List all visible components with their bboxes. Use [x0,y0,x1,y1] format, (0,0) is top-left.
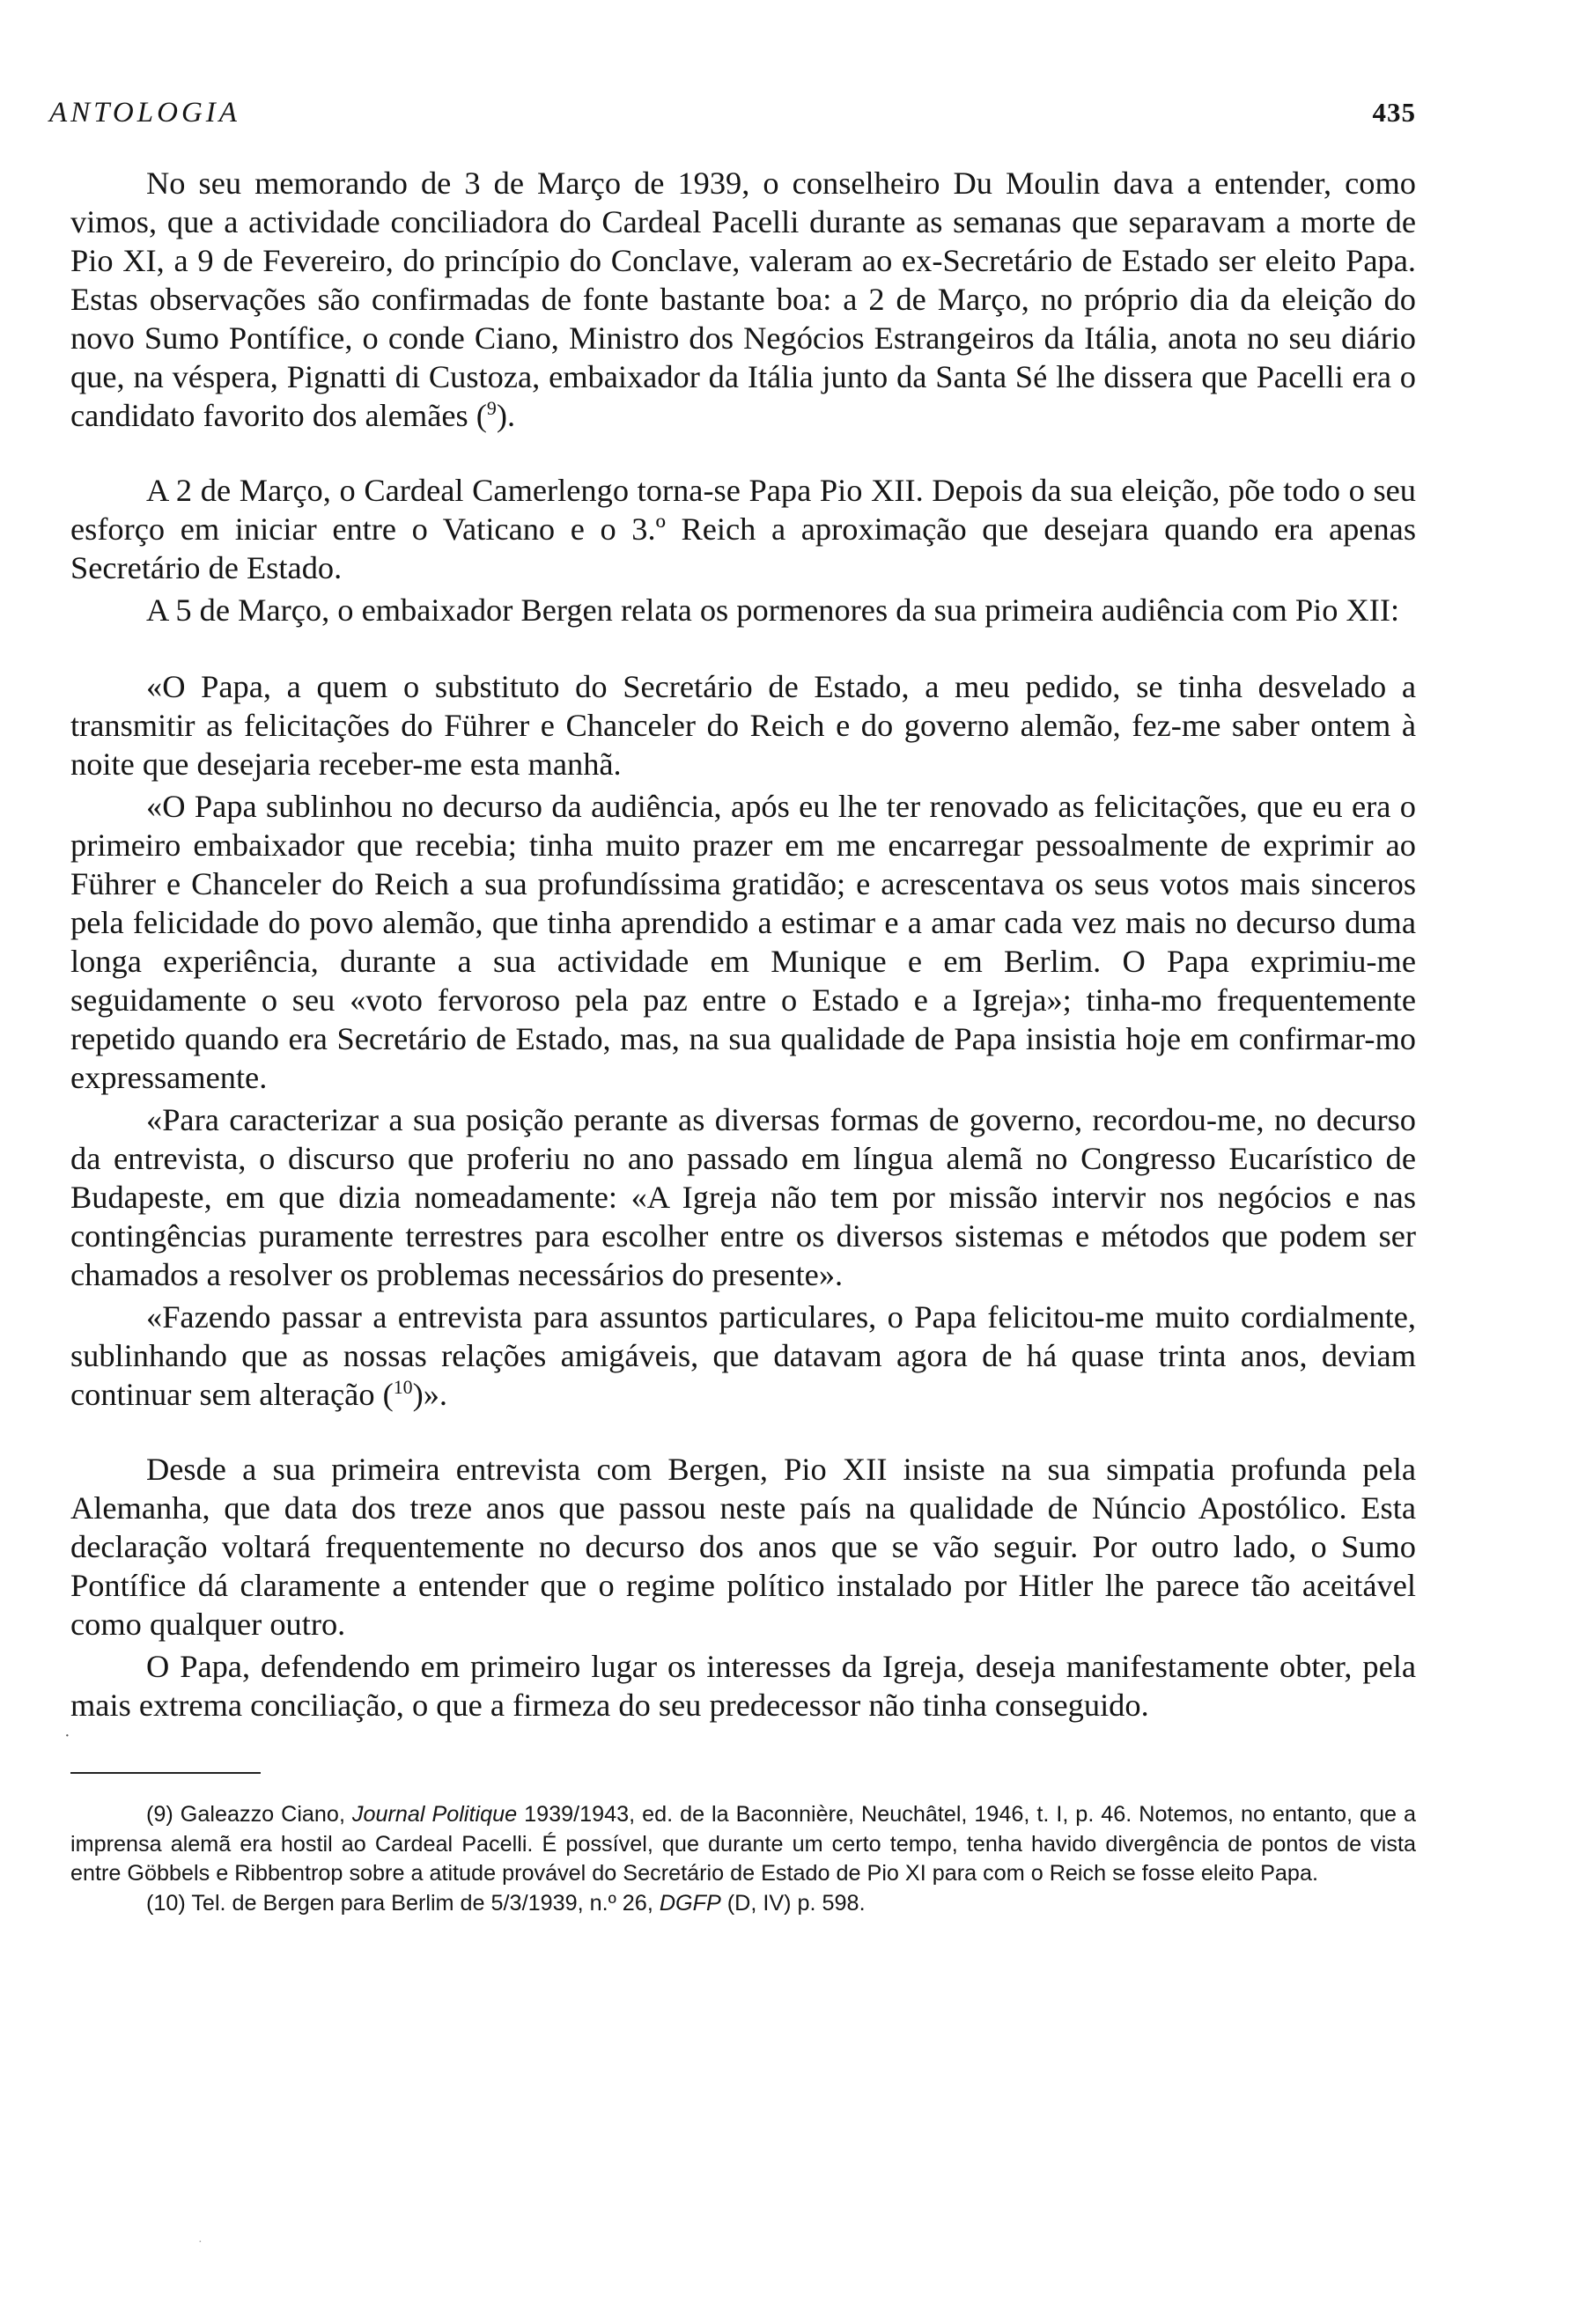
footnote-9-text-b: 1939/1943, ed. de la Baconnière, Neuchâtel, 1946, t. I, p. 46. Notemos, no entanto, que a imprensa alemã era hostil ao Cardeal Pacelli. É possível, que durante um certo tempo, tenha havido divergência de pontos de vista entre Göbbels e Ribbentrop sobre a atitude provável do Secretário de Estado de Pio XI para com o Reich se fosse eleito Papa. [70,1802,1416,1886]
footnote-ref-open: ( [476,398,487,433]
footnote-9-mark: (9) [146,1802,173,1827]
paragraph-3: A 5 de Março, o embaixador Bergen relata os pormenores da sua primeira audiência com Pio XII: [146,592,1400,628]
paragraph-1-text: No seu memorando de 3 de Março de 1939, o conselheiro Du Moulin dava a entender, como vimos, que a actividade conciliadora do Cardeal Pacelli durante as semanas que separavam a morte de Pio XI, a 9 de Fevereiro, do princípio do Conclave, valeram ao ex-Secretário de Estado ser eleito Papa. Estas observações são confirmadas de fonte bastante boa: a 2 de Março, no próprio dia da eleição do novo Sumo Pontífice, o conde Ciano, Ministro dos Negócios Estrangeiros da Itália, anota no seu diário que, na véspera, Pignatti di Custoza, embaixador da Itália junto da Santa Sé lhe dissera que Pacelli era o candidato favorito dos alemães [70,165,1416,433]
block-quote [70,667,1416,1414]
margin-mark: · [64,1726,70,1746]
paragraph-4: Desde a sua primeira entrevista com Bergen, Pio XII insiste na sua simpatia profunda pela Alemanha, que data dos treze anos que passou neste país na qualidade de Núncio Apostólico. Esta declaração voltará frequentemente no decurso dos anos que se vão seguir. Por outro lado, o Sumo Pontífice dá claramente a entender que o regime político instalado por Hitler lhe parece tão aceitável como qualquer outro. [70,1452,1416,1642]
quote-paragraph-3: «Para caracterizar a sua posição perante as diversas formas de governo, recordou-me, no decurso da entrevista, o discurso que proferiu no ano passado em língua alemã no Congresso Eucarístico de Budapeste, em que dizia nomeadamente: «A Igreja não tem por missão intervir nos negócios e nas contingências puramente terrestres para escolher entre os diversos sistemas e métodos que podem ser chamados a resolver os problemas necessários do presente». [70,1102,1416,1292]
running-title: ANTOLOGIA [49,97,240,129]
quote-paragraph-1: «O Papa, a quem o substituto do Secretário de Estado, a meu pedido, se tinha desvelado a transmitir as felicitações do Führer e Chanceler do Reich e do governo alemão, fez-me saber ontem à noite que desejaria receber-me esta manhã. [70,669,1416,782]
footnote-ref-open: ( [382,1377,394,1412]
paragraph-1 [70,164,1416,435]
footnote-ref-close: )». [412,1377,448,1412]
footnote-9-title: Journal Politique [351,1802,518,1827]
footnote-10-mark: (10) [146,1890,186,1916]
quote-paragraph-4 [70,1298,1416,1414]
scan-speck: · [198,2236,203,2249]
quote-paragraph-4-text: «Fazendo passar a entrevista para assuntos particulares, o Papa felicitou-me muito cordialmente, sublinhando que as nossas relações amigáveis, que datavam agora de há quase trinta anos, deviam continuar sem alteração [70,1299,1416,1412]
footnote-ref-10[interactable]: 10 [393,1376,413,1398]
footnote-10 [70,1889,1416,1919]
main-text [70,164,1416,1725]
footnote-9-text-a: Galeazzo Ciano, [173,1802,352,1827]
footnote-10-text-a: Tel. de Bergen para Berlim de 5/3/1939, n.º 26, [185,1890,660,1916]
page-number: 435 [1372,97,1416,128]
footnote-ref-close: ). [496,398,516,433]
paragraph-5: O Papa, defendendo em primeiro lugar os interesses da Igreja, deseja manifestamente obter, pela mais extrema conciliação, o que a firmeza do seu predecessor não tinha conseguido. [70,1649,1416,1723]
paragraph-2: A 2 de Março, o Cardeal Camerlengo torna-se Papa Pio XII. Depois da sua eleição, põe todo o seu esforço em iniciar entre o Vaticano e o 3.º Reich a aproximação que desejara quando era apenas Secretário de Estado. [70,473,1416,585]
running-head [49,97,1416,141]
book-page [49,97,1416,1918]
quote-paragraph-2: «O Papa sublinhou no decurso da audiência, após eu lhe ter renovado as felicitações, que eu era o primeiro embaixador que recebia; tinha muito prazer em me encarregar pessoalmente de exprimir ao Führer e Chanceler do Reich a sua profundíssima gratidão; e acrescentava os seus votos mais sinceros pela felicidade do povo alemão, que tinha aprendido a estimar e a amar cada vez mais no decurso duma longa experiência, durante a sua actividade em Munique e em Berlim. O Papa exprimiu-me seguidamente o seu «voto fervoroso pela paz entre o Estado e a Igreja»; tinha-mo frequentemente repetido quando era Secretário de Estado, mas, na sua qualidade de Papa insistia hoje em confirmar-mo expressamente. [70,789,1416,1095]
footnote-10-title: DGFP [659,1890,721,1916]
footnotes [70,1800,1416,1918]
footnote-10-text-b: (D, IV) p. 598. [720,1890,866,1916]
footnote-ref-9[interactable]: 9 [486,397,497,419]
footnote-9 [70,1800,1416,1889]
footnote-divider [70,1772,261,1774]
